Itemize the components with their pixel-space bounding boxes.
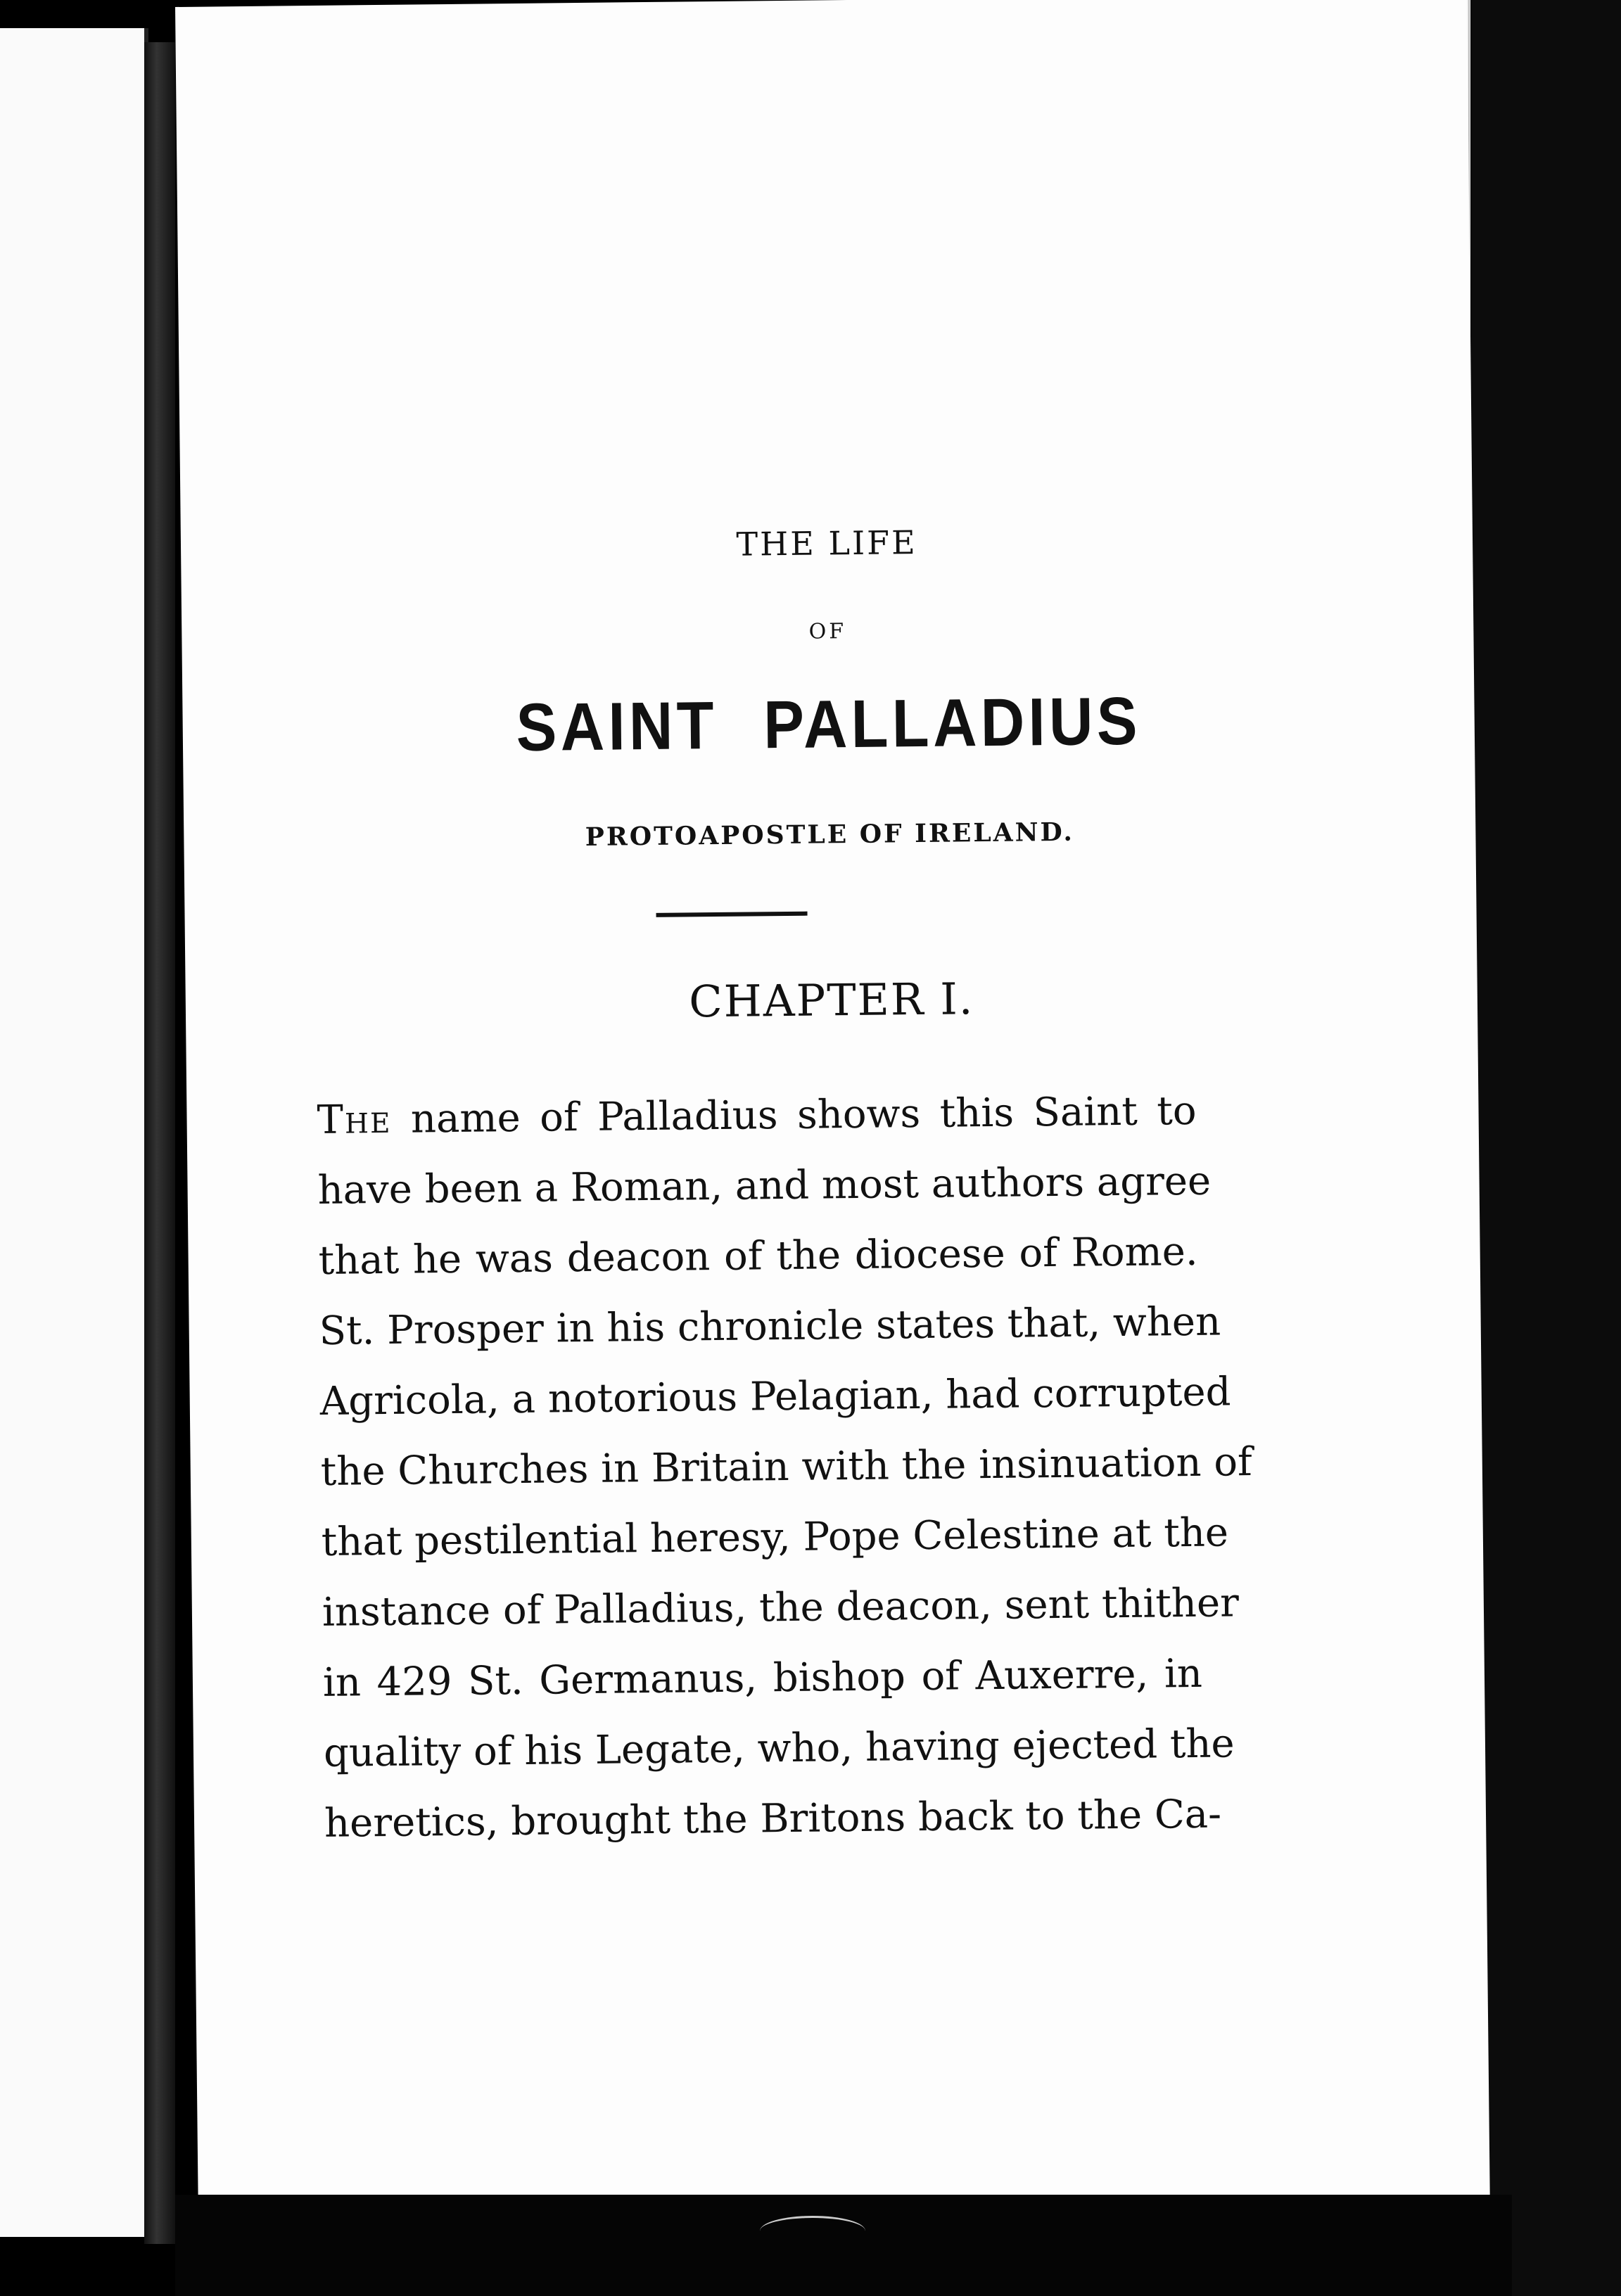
facing-page-edge [0,28,148,2237]
book-cover [1470,0,1621,2296]
text-line: in 429 St. Germanus, bishop of Auxerre, in [322,1650,1203,1706]
page-title: SAINT PALLADIUS [516,683,1142,765]
text-line: that he was deacon of the diocese of Rome. [318,1228,1198,1284]
text-line-rest: name of Palladius shows this Saint to [391,1088,1197,1142]
text-line: have been a Roman, and most authors agree [317,1158,1212,1213]
text-line: instance of Palladius, the deacon, sent thither [322,1580,1240,1635]
text-line [317,1076,1197,1156]
first-word: The [317,1096,392,1143]
chapter-heading: CHAPTER I. [688,973,974,1028]
text-line: St. Prosper in his chronicle states that, when [319,1299,1221,1354]
book-gutter [144,42,175,2244]
body-text [317,1076,1253,1859]
title-connector: OF [808,619,847,644]
text-line: heretics, brought the Britons back to the Ca- [324,1791,1222,1847]
text-line: the Churches in Britain with the insinuation of [320,1439,1253,1495]
title-rule [656,912,808,917]
running-title: THE LIFE [736,523,917,563]
text-line: Agricola, a notorious Pelagian, had corrupted [319,1369,1231,1424]
page-subtitle: PROTOAPOSTLE OF IRELAND. [585,817,1075,852]
text-line: that pestilential heresy, Pope Celestine at the [321,1510,1229,1565]
text-line: quality of his Legate, who, having ejected the [323,1721,1235,1776]
book-page [175,0,1490,2223]
paper-mark [760,2216,865,2246]
page-content [175,0,1490,2223]
